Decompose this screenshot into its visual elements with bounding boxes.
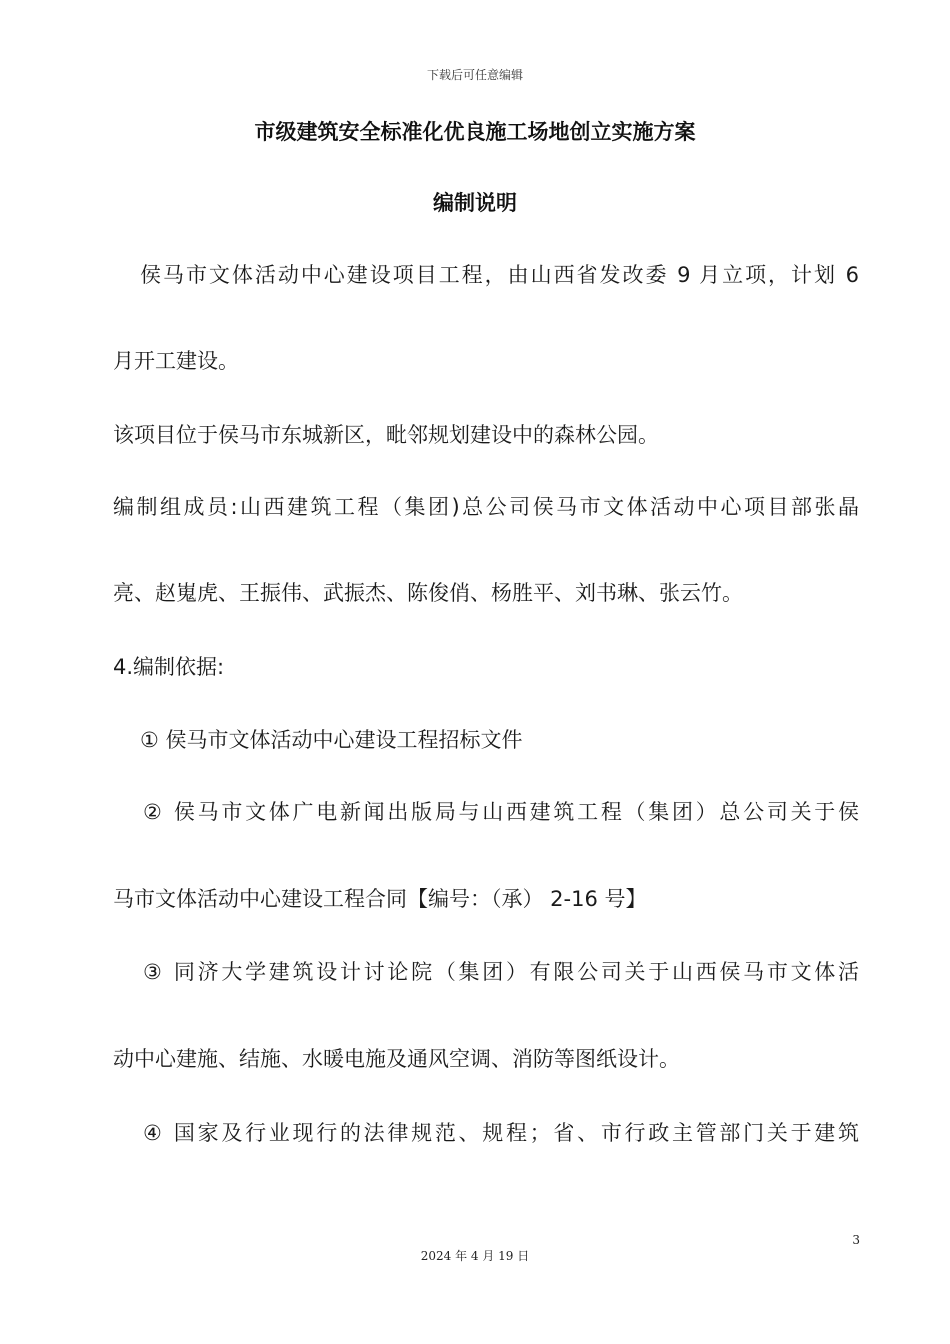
document-title: 市级建筑安全标准化优良施工场地创立实施方案	[254, 120, 696, 144]
list-item-continuation: 马市文体活动中心建设工程合同【编号：（承） 2-16 号】	[113, 887, 647, 911]
paragraph-line: 月开工建设。	[113, 349, 239, 373]
list-item-continuation: 动中心建施、结施、水暖电施及通风空调、消防等图纸设计。	[113, 1047, 680, 1071]
header-note: 下载后可任意编辑	[426, 68, 523, 82]
paragraph-line: 该项目位于侯马市东城新区，毗邻规划建设中的森林公园。	[113, 423, 659, 447]
page-number: 3	[852, 1233, 860, 1247]
list-heading: 4.编制依据:	[113, 655, 225, 679]
section-title: 编制说明	[433, 191, 517, 215]
paragraph-line: 亮、赵嵬虎、王振伟、武振杰、陈俊俏、杨胜平、刘书琳、张云竹。	[113, 581, 743, 605]
paragraph-line: 侯马市文体活动中心建设项目工程，由山西省发改委 9 月立项，计划 6	[140, 263, 859, 287]
list-item: ② 侯马市文体广电新闻出版局与山西建筑工程（集团）总公司关于侯	[143, 800, 859, 824]
list-item: ① 侯马市文体活动中心建设工程招标文件	[140, 728, 523, 752]
footer-date: 2024 年 4 月 19 日	[420, 1249, 530, 1263]
list-item: ③ 同济大学建筑设计讨论院（集团）有限公司关于山西侯马市文体活	[143, 960, 859, 984]
paragraph-line: 编制组成员:山西建筑工程（集团)总公司侯马市文体活动中心项目部张晶	[113, 495, 859, 519]
list-item: ④ 国家及行业现行的法律规范、规程；省、市行政主管部门关于建筑	[143, 1121, 859, 1145]
